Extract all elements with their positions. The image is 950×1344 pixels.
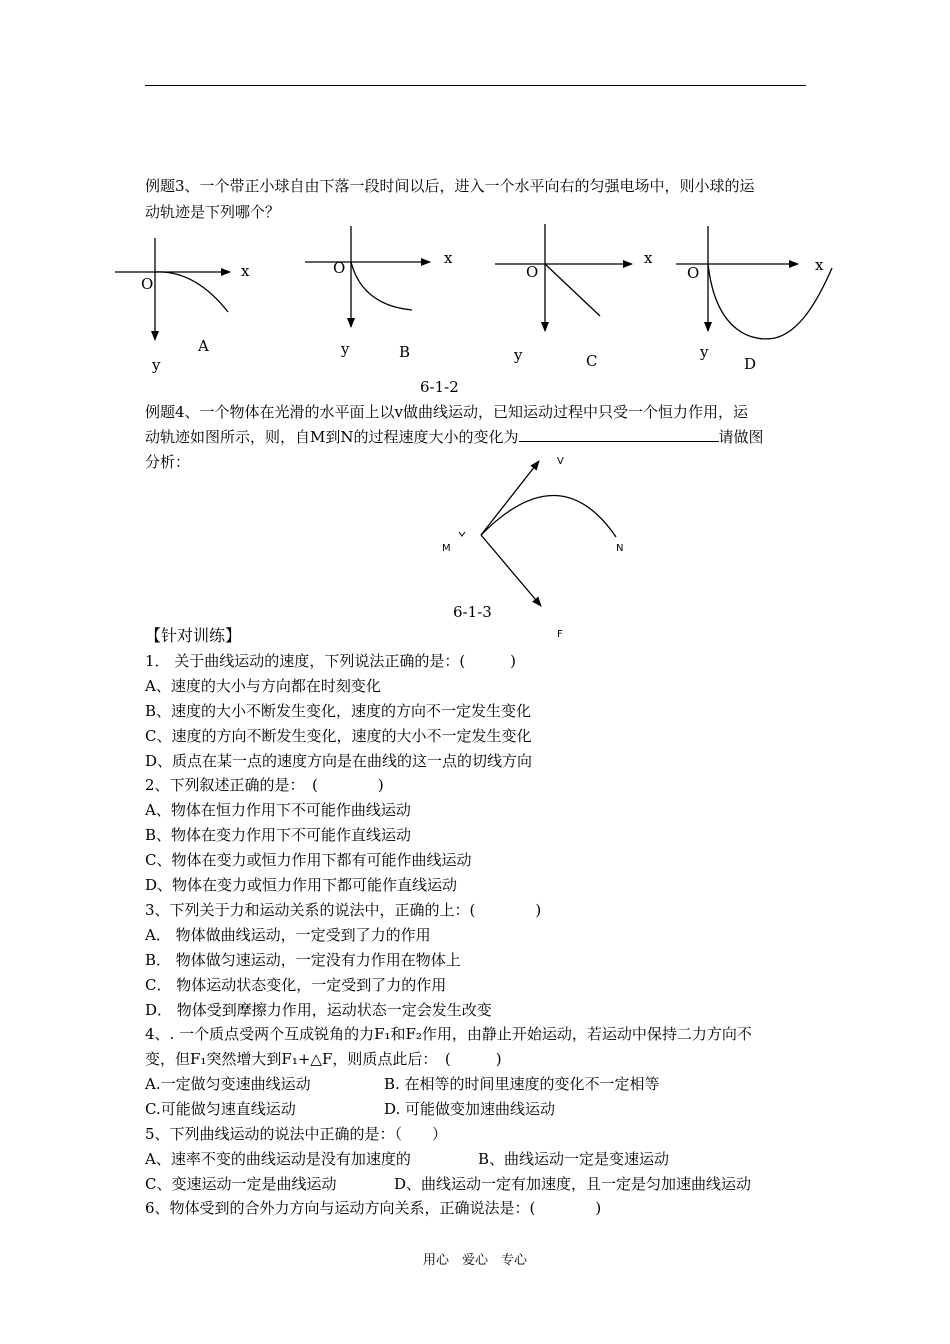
- example4-line2-text: 动轨迹如图所示，则，自M到N的过程速度大小的变化为: [145, 428, 519, 446]
- q6-stem: 6、物体受到的合外力方向与运动方向关系，正确说法是：( ): [145, 1199, 602, 1217]
- q4-option-c: C.可能做匀速直线运动: [145, 1100, 296, 1118]
- training-title: 【针对训练】: [145, 626, 242, 645]
- q5-option-d: D、曲线运动一定有加速度，且一定是匀加速曲线运动: [394, 1175, 752, 1193]
- label-m: M: [442, 543, 451, 554]
- q5-stem: 5、下列曲线运动的说法中正确的是：（ ）: [145, 1125, 448, 1143]
- label-n: N: [616, 543, 624, 554]
- graph-a-x-label: x: [241, 262, 250, 280]
- graph-b-x-label: x: [444, 249, 453, 267]
- q4-stem-line2: 变，但F₁突然增大到F₁+△F，则质点此后： ( ): [145, 1050, 502, 1068]
- option-a-label: A: [198, 337, 209, 355]
- example3-line1: 例题3、一个带正小球自由下落一段时间以后，进入一个水平向右的匀强电场中，则小球的运: [145, 177, 755, 195]
- q4-option-d: D. 可能做变加速曲线运动: [384, 1100, 556, 1118]
- figure-caption-6-1-3: 6-1-3: [453, 603, 492, 621]
- graph-b-origin-label: O: [333, 259, 346, 277]
- option-c-label: C: [586, 352, 598, 370]
- trajectory-curve: [481, 495, 616, 537]
- example4-line2-tail: 请做图: [718, 428, 764, 446]
- q5-option-c: C、变速运动一定是曲线运动: [145, 1175, 337, 1193]
- example4-line3: 分析：: [145, 453, 191, 471]
- q1-option-a: A、速度的大小与方向都在时刻变化: [145, 677, 381, 695]
- graph-d-origin-label: O: [687, 264, 700, 282]
- q2-stem: 2、下列叙述正确的是： ( ): [145, 776, 384, 794]
- q3-option-a: A． 物体做曲线运动，一定受到了力的作用: [145, 926, 431, 944]
- q3-option-c: C． 物体运动状态变化，一定受到了力的作用: [145, 976, 447, 994]
- graph-b-y-label: y: [341, 340, 350, 358]
- page-footer: 用心 爱心 专心: [422, 1253, 527, 1268]
- q1-option-c: C、速度的方向不断发生变化，速度的大小不一定发生变化: [145, 727, 532, 745]
- q2-option-b: B、物体在变力作用下不可能作直线运动: [145, 826, 412, 844]
- graph-c-origin-label: O: [526, 263, 539, 281]
- example3-line2: 动轨迹是下列哪个？: [145, 203, 281, 221]
- q4-option-b: B. 在相等的时间里速度的变化不一定相等: [384, 1075, 660, 1093]
- figure-caption-6-1-2: 6-1-2: [420, 378, 459, 396]
- q1-option-d: D、质点在某一点的速度方向是在曲线的这一点的切线方向: [145, 752, 533, 770]
- q2-option-d: D、物体在变力或恒力作用下都可能作直线运动: [145, 876, 458, 894]
- q3-option-d: D． 物体受到摩擦力作用，运动状态一定会发生改变: [145, 1001, 492, 1019]
- q3-option-b: B． 物体做匀速运动，一定没有力作用在物体上: [145, 951, 461, 969]
- q1-option-b: B、速度的大小不断发生变化，速度的方向不一定发生变化: [145, 702, 532, 720]
- option-b-label: B: [399, 343, 411, 361]
- graph-d-x-label: x: [815, 256, 824, 274]
- point-m-mark: [459, 532, 465, 536]
- force-arrow: [481, 535, 541, 606]
- q2-option-c: C、物体在变力或恒力作用下都有可能作曲线运动: [145, 851, 472, 869]
- label-f: F: [557, 629, 563, 640]
- example4-line1: 例题4、一个物体在光滑的水平面上以v做曲线运动，已知运动过程中只受一个恒力作用，运: [145, 403, 749, 421]
- q2-option-a: A、物体在恒力作用下不可能作曲线运动: [145, 801, 411, 819]
- label-v: V: [557, 456, 564, 467]
- q5-option-b: B、曲线运动一定是变速运动: [478, 1150, 670, 1168]
- velocity-arrow: [481, 461, 539, 535]
- graph-a-y-label: y: [152, 356, 161, 374]
- q3-stem: 3、下列关于力和运动关系的说法中，正确的上：( ): [145, 901, 542, 919]
- graph-d-y-label: y: [700, 343, 709, 361]
- graph-c-x-label: x: [644, 249, 653, 267]
- q5-option-a: A、速率不变的曲线运动是没有加速度的: [145, 1150, 411, 1168]
- q4-stem-line1: 4、. 一个质点受两个互成锐角的力F₁和F₂作用，由静止开始运动，若运动中保持二力方向不: [145, 1025, 752, 1043]
- q4-option-a: A.一定做匀变速曲线运动: [145, 1075, 311, 1093]
- option-d-label: D: [744, 355, 757, 373]
- graph-c-y-label: y: [514, 346, 523, 364]
- graph-a-origin-label: O: [141, 275, 154, 293]
- q1-stem: 1． 关于曲线运动的速度，下列说法正确的是：( ): [145, 652, 517, 670]
